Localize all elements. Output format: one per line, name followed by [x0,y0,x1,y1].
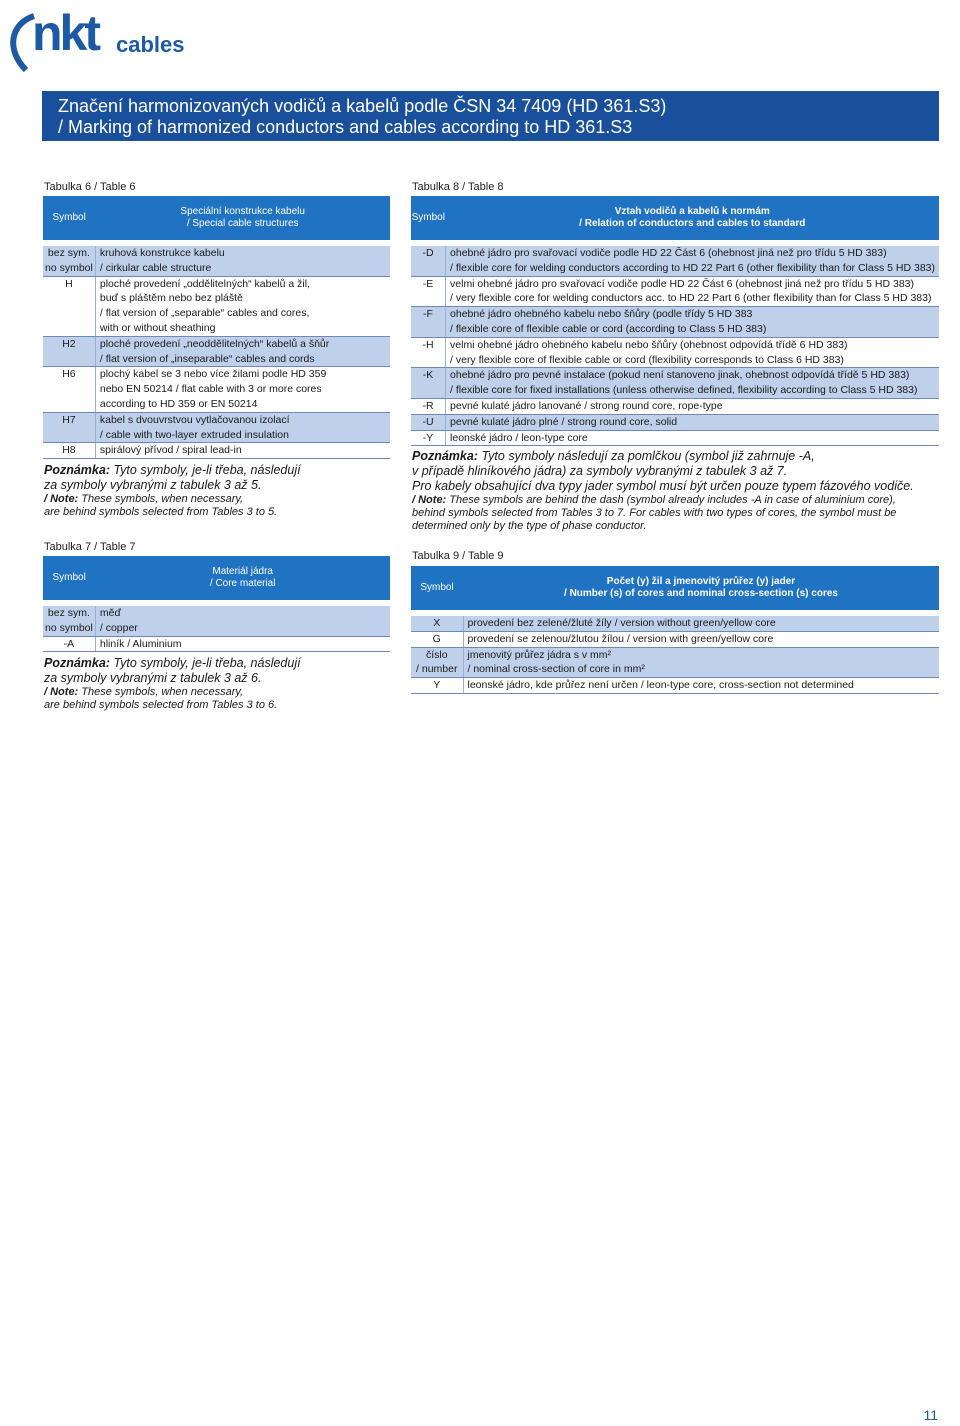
row-description: kruhová konstrukce kabelu [95,246,390,261]
table8-note: Poznámka: Tyto symboly následují za pomlčkou (symbol již zahrnuje -A, v případě hliníkového jádra) za symboly vybranými z tabulek 3 až 7. Pro kabely obsahující dva typy jader symbol musí být určen pouze typem fázového vodiče. / Note: These symbols are behind the dash (symbol already includes -A in case of aluminium core), behind symbols selected from Tables 3 to 7. For cables with two types of cores, the symbol must be determined only by the type of phase conductor. [412,449,914,532]
table-row [43,382,390,397]
row-symbol: G [411,631,463,647]
row-description: / flat version of „inseparable“ cables and cords [95,352,390,367]
table-row [411,353,939,368]
row-symbol [43,382,95,397]
row-symbol [43,321,95,336]
table7 [43,556,390,652]
row-symbol: -Y [411,430,446,446]
row-symbol: X [411,616,463,631]
row-description: plochý kabel se 3 nebo více žilami podle HD 359 [99,368,327,381]
row-description: / flat version of „separable“ cables and cores, [99,307,310,320]
row-symbol [43,291,95,306]
row-description: / very flexible core for welding conductors acc. to HD 22 Part 6 (other flexibility than for Class 5 HD 383) [446,291,939,306]
row-symbol [411,261,446,276]
row-symbol: H6 [43,367,95,382]
row-symbol: no symbol [43,621,95,636]
row-symbol: H8 [43,443,95,459]
table-row [411,291,939,306]
row-symbol: H2 [43,336,95,351]
row-description: měď [95,606,390,621]
nkt-cables-logo [4,6,204,76]
row-description: / nominal cross-section of core in mm² [463,662,939,677]
page-number: 11 [923,1407,938,1423]
row-symbol [411,322,446,337]
table9-head-symbol: Symbol [411,566,463,610]
table-row [43,443,390,459]
row-description: / flexible core for welding conductors according to HD 22 Part 6 (other flexibility than for Class 5 HD 383) [446,261,939,276]
table7-caption: Tabulka 7 / Table 7 [44,541,136,553]
title-line-en: / Marking of harmonized conductors and cables according to HD 361.S3 [58,117,633,137]
table-row [43,397,390,412]
table-row [43,336,390,351]
table-row [411,631,939,647]
table-row [411,246,939,261]
row-description: buď s pláštěm nebo bez pláště [99,292,243,305]
row-description: leonské jádro, kde průřez není určen / leon-type core, cross-section not determined [463,678,939,694]
row-description: pevné kulaté jádro plné / strong round core, solid [446,414,939,430]
table6-head-title: Speciální konstrukce kabelu / Special cable structures [95,196,390,240]
table-row [43,291,390,306]
page-title [42,91,939,141]
row-description: nebo EN 50214 / flat cable with 3 or more cores [99,383,322,396]
table6-head-symbol: Symbol [43,196,95,240]
table-row [411,398,939,414]
table-row [43,352,390,367]
table-row [411,430,939,446]
row-description: according to HD 359 or EN 50214 [95,397,390,412]
row-description: provedení se zelenou/žlutou žílou / version with green/yellow core [463,631,939,647]
table8 [411,196,939,446]
logo-cables: cables [116,32,185,57]
row-description: / very flexible core of flexible cable or cord (flexibility corresponds to Class 6 HD 383) [446,353,939,368]
table-row [43,276,390,291]
table9 [411,566,939,694]
row-symbol [411,383,446,398]
row-description: velmi ohebné jádro pro svařovací vodiče podle HD 22 Část 6 (ohebnost jiná než pro třídu 5 HD 383) [450,277,915,290]
table-row [411,368,939,383]
table6-caption: Tabulka 6 / Table 6 [44,181,136,193]
row-symbol [43,397,95,412]
table-row [411,414,939,430]
table-row [43,321,390,336]
row-symbol: no symbol [43,261,95,276]
row-symbol: bez sym. [43,606,95,621]
row-description: ploché provedení „oddělitelných“ kabelů a žil, [99,277,310,290]
row-description: / flexible core for fixed installations (unless otherwise defined, flexibility according to Class 5 HD 383) [446,383,939,398]
row-description: spirálový přívod / spiral lead-in [95,443,390,459]
row-symbol [43,306,95,321]
row-description: pevné kulaté jádro lanované / strong round core, rope-type [446,398,939,414]
row-symbol: -D [411,246,446,261]
table-row [411,337,939,352]
row-symbol: Y [411,678,463,694]
table-row [43,246,390,261]
table-row [411,276,939,291]
row-symbol: -K [411,368,446,383]
table6 [43,196,390,459]
row-symbol: -A [43,636,95,652]
table-row [411,307,939,322]
row-symbol: -U [411,414,446,430]
row-description: hliník / Aluminium [95,636,390,652]
table-row [43,306,390,321]
row-symbol [43,352,95,367]
table6-note: Poznámka: Tyto symboly, je-li třeba, následují za symboly vybranými z tabulek 3 až 5. / Note: These symbols, when necessary, are behind symbols selected from Tables 3 to 5. [44,463,301,518]
table-row [43,636,390,652]
row-description: / flexible core of flexible cable or cord (according to Class 5 HD 383) [446,322,939,337]
row-description: ohebné jádro ohebného kabelu nebo šňůry (podle třídy 5 HD 383 [446,307,939,322]
row-description: ploché provedení „neoddělitelných“ kabelů a šňůr [95,336,390,351]
logo-nkt: nkt [32,5,98,61]
row-description: kabel s dvouvrstvou vytlačovanou izolací [95,412,390,427]
row-description: / cable with two-layer extruded insulation [95,428,390,443]
table8-head-title: Vztah vodičů a kabelů k normám / Relation of conductors and cables to standard [446,196,939,240]
row-symbol: -E [411,276,446,291]
table-row [411,616,939,631]
row-description: ohebné jádro pro pevné instalace (pokud není stanoveno jinak, ohebnost odpovídá třídě 5 HD 383) [446,368,939,383]
table9-caption: Tabulka 9 / Table 9 [412,550,504,562]
table-row [43,261,390,276]
table-row [43,367,390,382]
title-line-cz: Značení harmonizovaných vodičů a kabelů podle ČSN 34 7409 (HD 361.S3) [58,96,667,116]
row-symbol [411,353,446,368]
row-symbol [43,428,95,443]
table-row [411,383,939,398]
table-row [411,322,939,337]
row-description: ohebné jádro pro svařovací vodiče podle HD 22 Část 6 (ohebnost jiná než pro třídu 5 HD 383) [446,246,939,261]
row-symbol: H7 [43,412,95,427]
row-description: / cirkular cable structure [95,261,390,276]
table-row [43,621,390,636]
row-symbol: číslo [411,647,463,662]
table-row [411,678,939,694]
table-row [411,261,939,276]
row-symbol: / number [411,662,463,677]
row-description: leonské jádro / leon-type core [446,430,939,446]
table9-head-title: Počet (y) žil a jmenovitý průřez (y) jader / Number (s) of cores and nominal cross-section (s) cores [463,566,939,610]
row-symbol: -F [411,307,446,322]
table-row [43,606,390,621]
table7-head-symbol: Symbol [43,556,95,600]
row-symbol: -H [411,337,446,352]
row-symbol: bez sym. [43,246,95,261]
table-row [43,412,390,427]
row-description: / copper [95,621,390,636]
row-description: jmenovitý průřez jádra s v mm² [463,647,939,662]
table7-head-title: Materiál jádra / Core material [95,556,390,600]
row-description: velmi ohebné jádro ohebného kabelu nebo šňůry (ohebnost odpovídá třídě 6 HD 383) [450,338,848,351]
row-description: provedení bez zelené/žluté žíly / version without green/yellow core [463,616,939,631]
table-row [411,647,939,662]
table-row [43,428,390,443]
table7-note: Poznámka: Tyto symboly, je-li třeba, následují za symboly vybranými z tabulek 3 až 6. / Note: These symbols, when necessary, are behind symbols selected from Tables 3 to 6. [44,656,301,711]
table8-caption: Tabulka 8 / Table 8 [412,181,504,193]
row-description: with or without sheathing [95,321,390,336]
table8-head-symbol: Symbol [411,196,446,240]
row-symbol: H [43,276,95,291]
row-symbol: -R [411,398,446,414]
row-symbol [411,291,446,306]
table-row [411,662,939,677]
